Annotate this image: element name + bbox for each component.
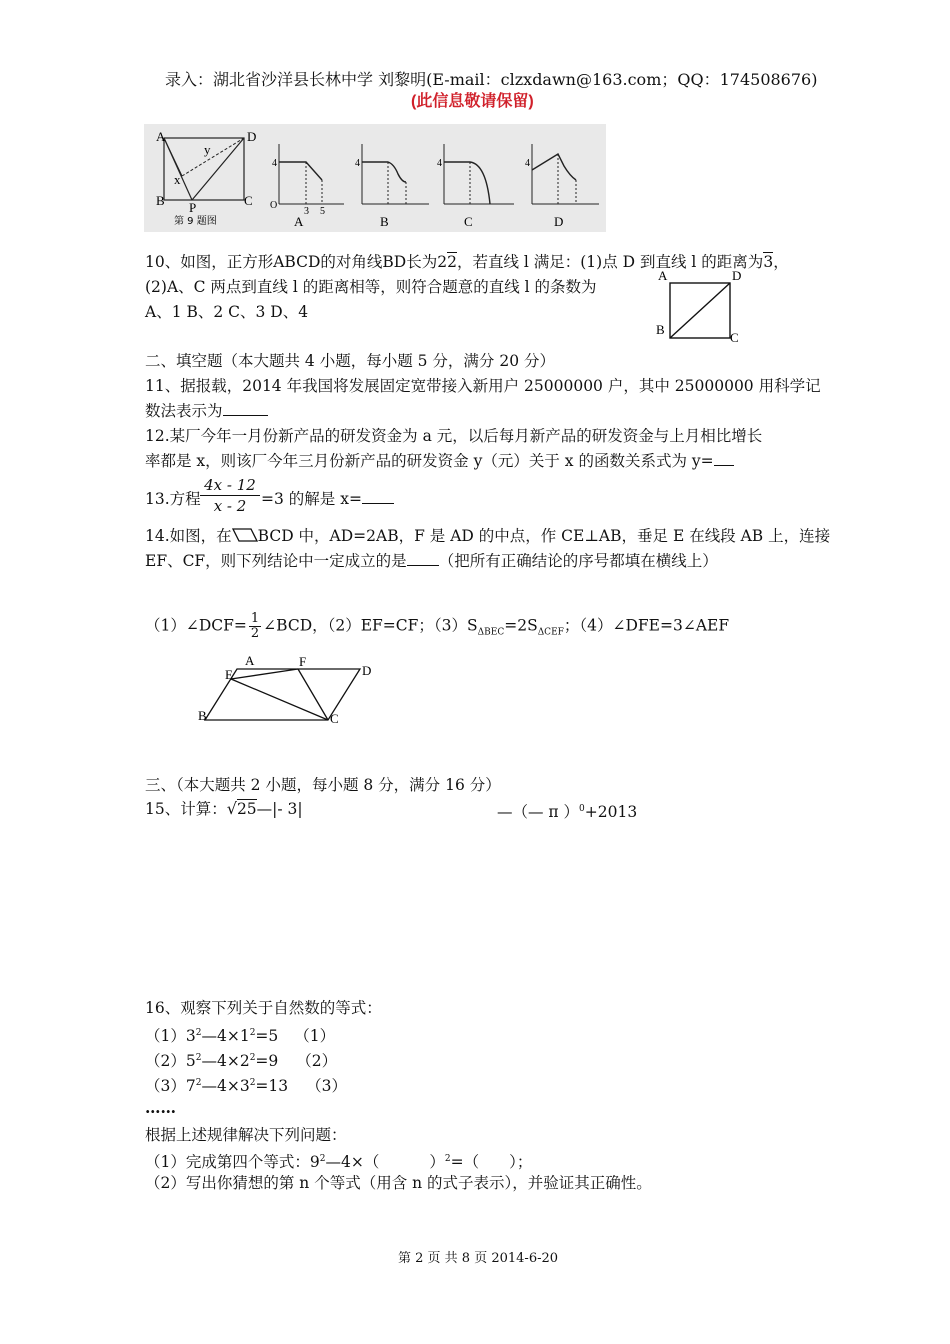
q14-label-a: A [245, 653, 255, 668]
graph-option-b [355, 144, 429, 229]
graph-c-label: C [464, 214, 473, 229]
parallelogram-icon [232, 528, 258, 542]
answer-blank-12[interactable] [714, 449, 734, 466]
question-16-eq2: $(2)5^2—4\times 2^2=9$ （2） [145, 1052, 338, 1071]
question-11-line2: 数法表示为 [145, 399, 268, 423]
question-16-intro: 16、观察下列关于自然数的等式： [145, 999, 382, 1017]
question-15: 15、计算：√25—|- 3| [145, 799, 303, 818]
q14-label-d: D [362, 663, 372, 678]
fig9-label-c: C [244, 193, 253, 208]
question-10-line1: 10、如图，正方形ABCD的对角线BD长为22，若直线 l 满足：(1)点 D 到直线 l 的距离为3， [145, 253, 789, 271]
fig9-label-a: A [156, 129, 166, 144]
question-12-line2: 率都是 x，则该厂今年三月份新产品的研发资金 y（元）关于 x 的函数关系式为 y= [145, 449, 734, 473]
question-14-line2: EF、CF，则下列结论中一定成立的是 （把所有正确结论的序号都填在横线上） [145, 549, 718, 573]
q10-label-d: D [732, 268, 742, 283]
q14-label-c: C [330, 711, 339, 726]
answer-blank-11[interactable] [223, 399, 268, 416]
q10-label-a: A [658, 268, 668, 283]
half-fraction: $\frac{1}{2}$ [250, 611, 260, 641]
fig9-label-y: y [204, 142, 211, 157]
graph-a-y-4: 4 [272, 158, 277, 169]
q10-label-c: C [730, 330, 739, 345]
question-13-suffix: =3 的解是 x= [261, 487, 394, 511]
graph-d-y-4: 4 [525, 158, 530, 169]
graph-a-origin: O [270, 200, 278, 211]
question-12-line1: 12.某厂今年一月份新产品的研发资金为 a 元，以后每月新产品的研发资金与上月相比增长 [145, 427, 763, 445]
fig9-caption: 第 9 题图 [174, 216, 217, 227]
question-11-line1: 11、据报载，2014 年我国将发展固定宽带接入新用户 25000000 户，其中 25000000 用科学记 [145, 377, 821, 395]
q14-label-f: F [299, 654, 307, 669]
graph-option-d [525, 144, 599, 229]
question-14-conclusions: （1）∠DCF= $\frac{1}{2}$ ∠BCD，（2）EF=CF；$(3)S_{\Delta BEC}=2S_{\Delta CEF}$；（4）∠DFE=3∠AEF [145, 611, 730, 641]
question-16-task2: （2）写出你猜想的第 n 个等式（用含 n 的式子表示），并验证其正确性。 [145, 1174, 652, 1192]
sqrt-3: 3 [763, 253, 774, 271]
question-16-task1: （1）完成第四个等式：$9^2—4\times$（ ）$^2$=（ ）； [145, 1153, 533, 1172]
question-16-ellipsis: …… [145, 1098, 176, 1117]
fig9-label-p: P [189, 200, 197, 215]
question-10-options: A、1 B、2 C、3 D、4 [145, 303, 309, 321]
graph-d-label: D [554, 214, 564, 229]
header-keep-note: (此信息敬请保留) [411, 93, 534, 110]
fig9-label-x: x [174, 172, 181, 187]
question-10-square-figure [652, 266, 742, 346]
section-2-title: 二、填空题（本大题共 4 小题，每小题 5 分，满分 20 分） [145, 352, 556, 370]
fig9-label-b: B [156, 193, 165, 208]
question-16-rule: 根据上述规律解决下列问题： [145, 1126, 347, 1144]
question-14-line1: 14.如图，在 BCD 中，AD=2AB，F 是 AD 的中点，作 CE⊥AB，垂足 E 在线段 AB 上，连接 [145, 527, 831, 545]
q10-label-b: B [656, 322, 665, 337]
graph-a-x-3: 3 [304, 206, 309, 217]
graph-c-y-4: 4 [437, 158, 442, 169]
q14-label-b: B [198, 708, 207, 723]
graph-b-y-4: 4 [355, 158, 360, 169]
question-9-figure [144, 124, 606, 232]
question-13-fraction [200, 476, 260, 515]
graph-option-c [437, 144, 514, 229]
graph-a-label: A [294, 214, 304, 229]
question-16-eq3: $(3)7^2—4\times 3^2=13$ （3） [145, 1077, 348, 1096]
section-3-title: 三、（本大题共 2 小题，每小题 8 分，满分 16 分） [145, 776, 501, 794]
fraction-numerator: 4x - 12 [204, 476, 256, 494]
graph-b-label: B [380, 214, 389, 229]
answer-blank-14[interactable] [407, 549, 439, 566]
question-13-prefix: 13.方程 [145, 490, 201, 508]
graph-option-a [270, 144, 344, 229]
page-footer: 第 2 页 共 8 页 2014-6-20 [398, 1251, 559, 1266]
question-14-parallelogram-figure [195, 652, 380, 728]
question-15-tail: —（— π ）$^0$+2013 [497, 803, 638, 822]
sqrt-2: 2 [447, 253, 457, 271]
fraction-denominator: x - 2 [213, 497, 247, 515]
fig9-label-d: D [247, 129, 257, 144]
q14-label-e: E [225, 667, 233, 682]
graph-a-x-5: 5 [320, 206, 325, 217]
question-16-eq1: $(1)3^2—4\times 1^2=5$ （1） [145, 1027, 336, 1046]
sqrt-25: 25 [236, 800, 257, 818]
answer-blank-13[interactable] [362, 487, 394, 504]
question-9-graphs [144, 124, 606, 232]
header-source-line: 录入：湖北省沙洋县长林中学 刘黎明(E-mail：clzxdawn@163.com；QQ：174508676) [165, 70, 818, 89]
question-10-line2: (2)A、C 两点到直线 l 的距离相等，则符合题意的直线 l 的条数为 [145, 278, 597, 296]
